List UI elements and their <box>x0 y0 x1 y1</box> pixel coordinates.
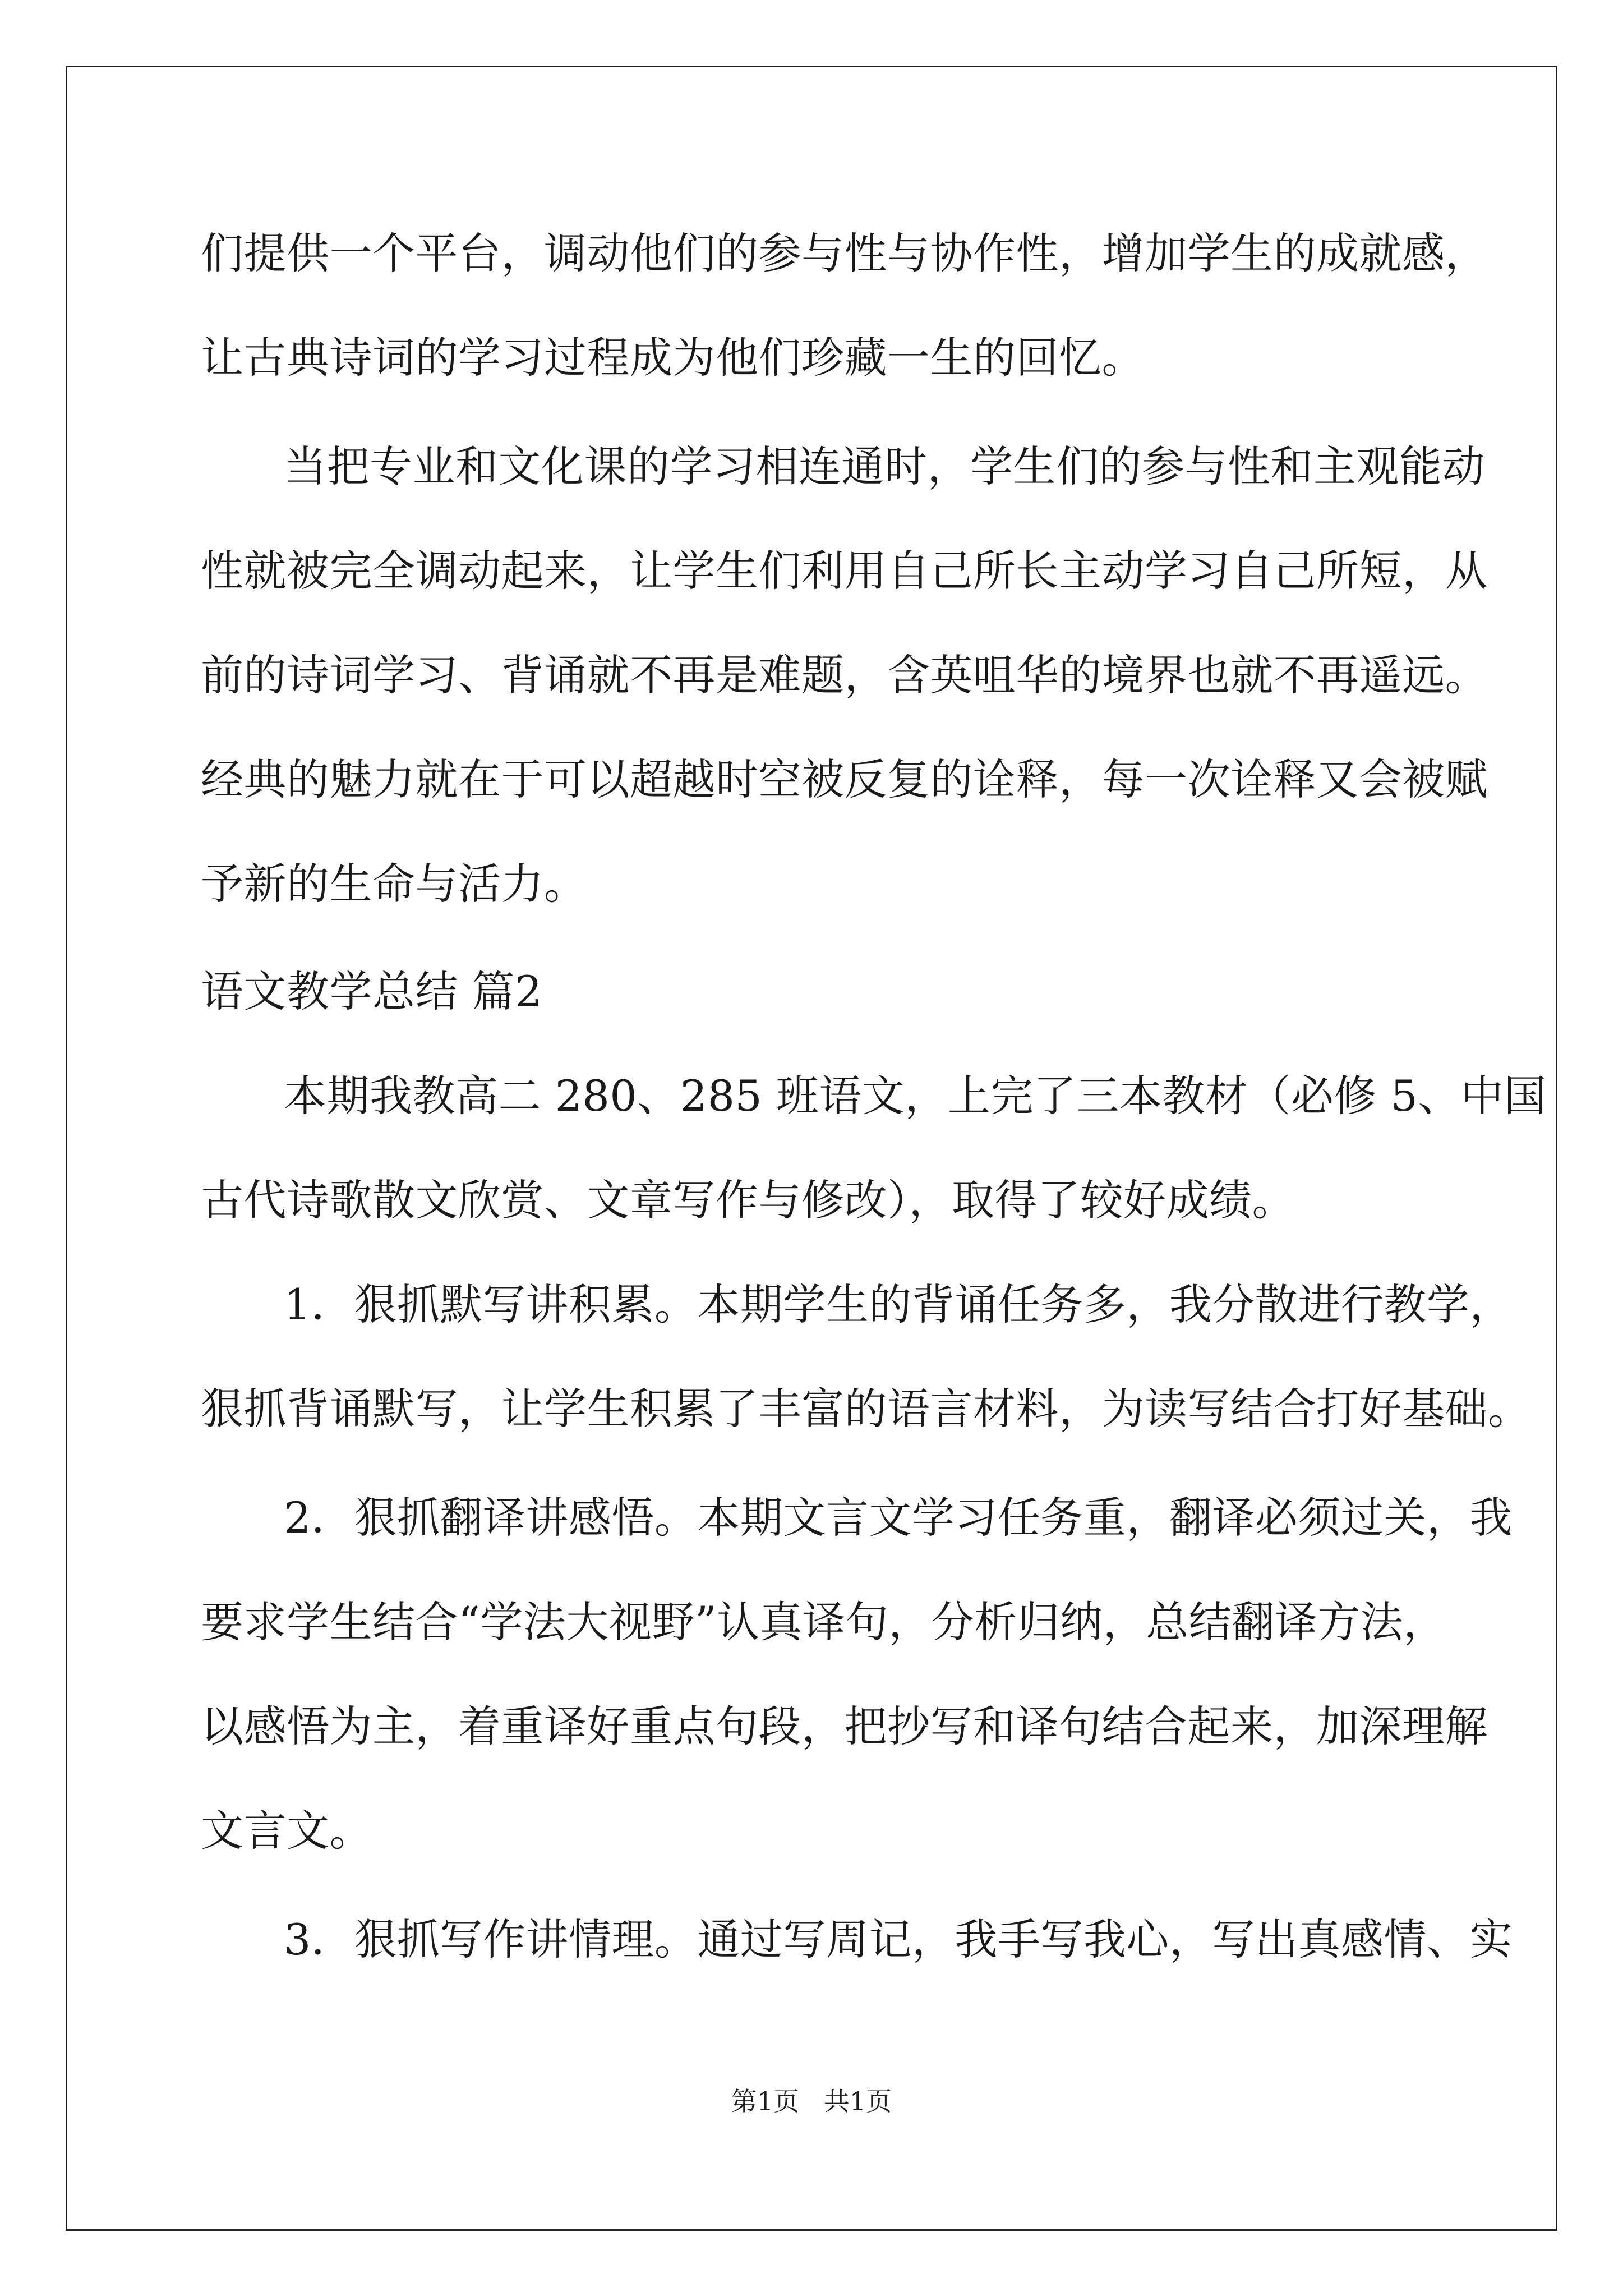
paragraph-start-line-17: 3．狠抓写作讲情理。通过写周记，我手写我心，写出真感情、实 <box>284 1915 1513 1964</box>
paragraph-start-line-9: 本期我教高二 280、285 班语文，上完了三本教材（必修 5、中国 <box>284 1071 1547 1121</box>
paragraph-start-line-3: 当把专业和文化课的学习相连通时，学生们的参与性和主观能动 <box>284 441 1485 491</box>
body-line-1: 们提供一个平台，调动他们的参与性与协作性，增加学生的成就感， <box>201 228 1488 278</box>
body-line-7: 予新的生命与活力。 <box>201 859 587 909</box>
body-line-16: 文言文。 <box>201 1806 372 1856</box>
paragraph-start-line-13: 2．狠抓翻译讲感悟。本期文言文学习任务重，翻译必须过关，我 <box>284 1493 1513 1543</box>
paragraph-start-line-11: 1．狠抓默写讲积累。本期学生的背诵任务多，我分散进行教学， <box>284 1280 1513 1329</box>
page-footer: 第1页 共1页 <box>731 2086 892 2116</box>
body-line-4: 性就被完全调动起来，让学生们利用自己所长主动学习自己所短，从 <box>201 546 1488 596</box>
body-line-2: 让古典诗词的学习过程成为他们珍藏一生的回忆。 <box>201 333 1145 383</box>
body-line-10: 古代诗歌散文欣赏、文章写作与修改），取得了较好成绩。 <box>201 1175 1295 1225</box>
body-line-14: 要求学生结合“学法大视野”认真译句，分析归纳，总结翻译方法， <box>201 1597 1446 1647</box>
body-line-15: 以感悟为主，着重译好重点句段，把抄写和译句结合起来，加深理解 <box>201 1701 1488 1751</box>
body-line-6: 经典的魅力就在于可以超越时空被反复的诠释，每一次诠释又会被赋 <box>201 754 1488 804</box>
section-heading: 语文教学总结 篇2 <box>201 967 543 1016</box>
body-line-12: 狠抓背诵默写，让学生积累了丰富的语言材料，为读写结合打好基础。 <box>201 1384 1531 1434</box>
page-border <box>66 66 1557 2231</box>
body-line-5: 前的诗词学习、背诵就不再是难题，含英咀华的境界也就不再遥远。 <box>201 650 1488 700</box>
